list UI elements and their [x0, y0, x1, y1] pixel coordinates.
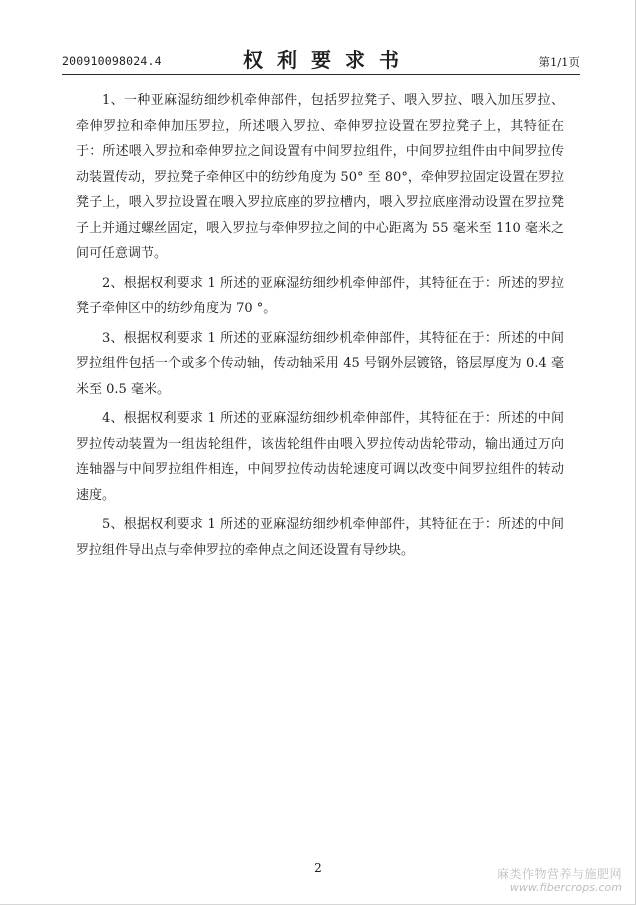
claim-1: 1、一种亚麻湿纺细纱机牵伸部件，包括罗拉凳子、喂入罗拉、喂入加压罗拉、牵伸罗拉和牵伸加压罗拉，所述喂入罗拉、牵伸罗拉设置在罗拉凳子上，其特征在于：所述喂入罗拉和牵伸罗拉之间设置有中间罗拉组件，中间罗拉组件由中间罗拉传动装置传动，罗拉凳子牵伸区中的纺纱角度为 50° 至 80°，牵伸罗拉固定设置在罗拉凳子上，喂入罗拉设置在喂入罗拉底座的罗拉槽内，喂入罗拉底座滑动设置在罗拉凳子上并通过螺丝固定，喂入罗拉与牵伸罗拉之间的中心距离为 55 毫米至 110 毫米之间可任意调节。	[76, 93, 564, 261]
claim-3: 3、根据权利要求 1 所述的亚麻湿纺细纱机牵伸部件，其特征在于：所述的中间罗拉组件包括一个或多个传动轴，传动轴采用 45 号钢外层镀铬，铬层厚度为 0.4 毫米至 0.5 毫米。	[76, 330, 564, 397]
claim-4: 4、根据权利要求 1 所述的亚麻湿纺细纱机牵伸部件，其特征在于：所述的中间罗拉传动装置为一组齿轮组件，该齿轮组件由喂入罗拉传动齿轮带动，输出通过万向连轴器与中间罗拉组件相连，中间罗拉传动齿轮速度可调以改变中间罗拉组件的转动速度。	[76, 411, 564, 503]
header-divider	[62, 74, 580, 75]
watermark-url: www.fibercrops.com	[509, 881, 622, 894]
claims-body	[76, 88, 564, 567]
site-watermark	[492, 867, 622, 895]
page-number: 2	[314, 861, 322, 875]
application-number: 200910098024.4	[62, 54, 162, 68]
watermark-text: 麻类作物营养与施肥网	[496, 867, 622, 881]
claim-5: 5、根据权利要求 1 所述的亚麻湿纺细纱机牵伸部件，其特征在于：所述的中间罗拉组件导出点与牵伸罗拉的牵伸点之间还设置有导纱块。	[76, 517, 564, 558]
document-title: 权利要求书	[243, 48, 413, 72]
claim-2: 2、根据权利要求 1 所述的亚麻湿纺细纱机牵伸部件，其特征在于：所述的罗拉凳子牵伸区中的纺纱角度为 70 °。	[76, 275, 564, 316]
document-header	[62, 34, 580, 78]
page-indicator: 第1/1页	[538, 55, 580, 69]
